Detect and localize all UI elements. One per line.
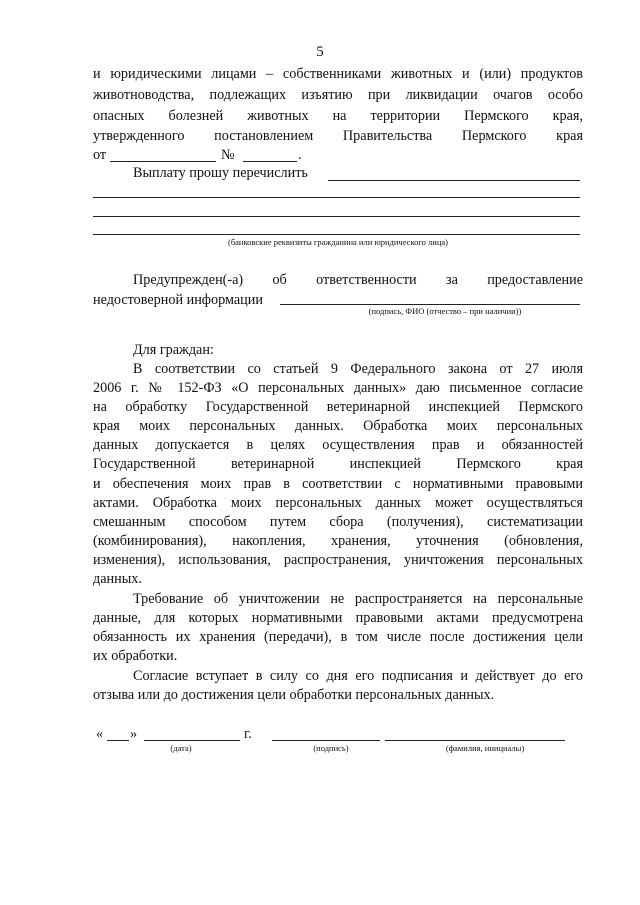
consent-line: данных допускается в целях осуществления прав и обязанностей [93,437,583,453]
consent-line: Государственной ветеринарной инспекцией Пермского края [93,456,583,472]
day-blank-line[interactable] [107,740,129,741]
intro-line-4: утвержденного постановлением Правительства Пермского края [93,128,583,144]
validity-line: Согласие вступает в силу со дня его подписания и действует до его [133,668,583,684]
payment-details-line-2[interactable] [93,216,580,217]
warning-line-1: Предупрежден(-а) об ответственности за предоставление [133,272,583,288]
warning-line-2: недостоверной информации [93,292,263,308]
payment-details-line-3[interactable] [93,234,580,235]
end-dot: . [298,147,302,163]
payment-details-line-1[interactable] [93,197,580,198]
month-blank-line[interactable] [144,740,240,741]
consent-line: на обработку Государственной ветеринарной инспекцией Пермского [93,399,583,415]
from-label: от [93,147,107,163]
page-number: 5 [316,44,324,60]
consent-line: изменения), использования, распространения, уничтожения персональных [93,552,583,568]
name-blank-line[interactable] [385,740,565,741]
destruction-line: их обработки. [93,648,178,664]
consent-line: смешанным способом путем сбора (получения), систематизации [93,514,583,530]
bank-details-caption: (банковские реквизиты гражданина или юридического лица) [228,237,448,247]
close-quote: » [130,726,138,742]
payment-blank-line[interactable] [328,180,580,181]
payment-label: Выплату прошу перечислить [133,165,308,181]
destruction-line: обязанность их хранения (передачи), в том числе после достижения цели [93,629,583,645]
intro-line-2: животноводства, подлежащих изъятию при ликвидации очагов особо [93,87,583,103]
consent-line: и обеспечения моих прав в соответствии с нормативными правовыми [93,476,583,492]
date-blank-line[interactable] [110,161,216,162]
signature-caption: (подпись) [313,743,349,753]
open-quote: « [96,726,104,742]
destruction-line: данные, для которых нормативными правовыми актами предусмотрена [93,610,583,626]
number-label: № [221,147,235,163]
consent-line: данных. [93,571,142,587]
destruction-line: Требование об уничтожении не распространяется на персональные [133,591,583,607]
consent-line: (комбинирования), накопления, хранения, уточнения (обновления, [93,533,583,549]
validity-line: отзыва или до достижения цели обработки персональных данных. [93,687,495,703]
year-suffix: г. [244,726,252,742]
signature-name-caption: (подпись, ФИО (отчество – при наличии)) [368,306,522,316]
number-blank-line[interactable] [243,161,297,162]
intro-line-1: и юридическими лицами – собственниками животных и (или) продуктов [93,66,583,82]
consent-line: В соответствии со статьей 9 Федерального закона от 27 июля [133,361,583,377]
consent-line: 2006 г. № 152-ФЗ «О персональных данных» даю письменное согласие [93,380,583,396]
consent-line: актами. Обработка моих персональных данных может осуществляться [93,495,583,511]
warning-signature-line[interactable] [280,304,580,305]
consent-line: края моих персональных данных. Обработка моих персональных [93,418,583,434]
name-caption: (фамилия, инициалы) [445,743,525,753]
date-caption: (дата) [170,743,192,753]
intro-line-3: опасных болезней животных на территории Пермского края, [93,108,583,124]
citizens-heading: Для граждан: [133,342,214,358]
signature-blank-line[interactable] [272,740,380,741]
